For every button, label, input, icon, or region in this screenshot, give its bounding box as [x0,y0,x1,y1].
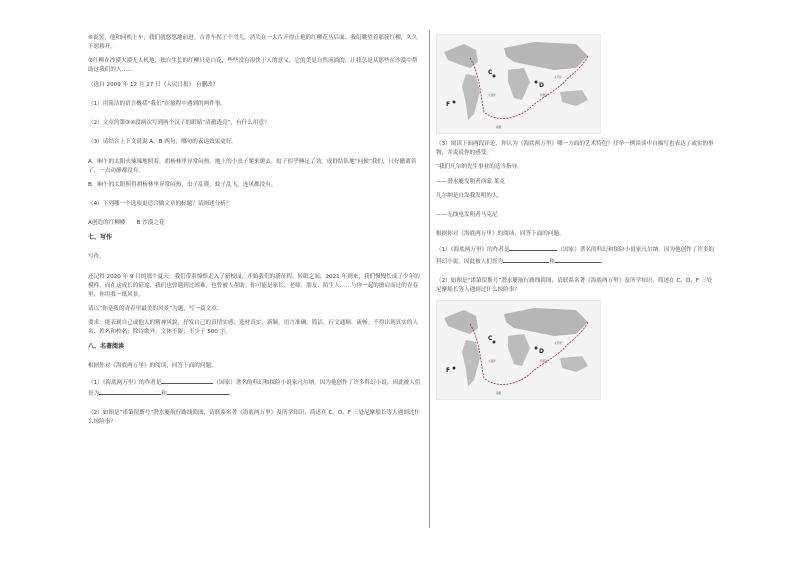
rq1-text-c: 和 [549,258,555,265]
column-divider [429,30,430,528]
map2-label-antarctic: 南极 [496,392,502,396]
right-novel-intro: 根据你对《海底两万里》的阅读，回答下面的问题。 [436,231,565,238]
question-1: （1）用简洁的语言概括“我们”在旅程中遇到的两件事。 [88,100,227,107]
question-4: （4）下列哪一个选项更适合做文章的标题？请阐述分析？ [88,201,232,208]
essay-title-instruction: 请以“你是我的青春里最美的风景”为题，写一篇文章。 [88,305,223,312]
source-note: （选自 2009 年 12 月 27 日《人民日报》 有删改） [88,81,219,88]
map2-label-pacific: 太平洋 [554,342,562,346]
review-1: “我们凡尔纳先生事业的适当指导。 [436,164,523,171]
option-b: B．晌午的太阳照得胡杨林里异常闷热，虫子乱爬，蚊子乱飞，连风都没有。 [88,181,277,188]
rq1-text-b: （国家）著名的科幻和探险小说家凡尔纳。因为他创作了许多的科幻小说。因此被人们誉为 [436,247,715,265]
voyage-map-bottom [436,300,601,400]
question-3: （3）请结合上下文说说 A、B 两句，哪句的表达效果更好。 [88,139,238,146]
review-2: 凡尔纳是自发我发明的人。 [436,192,504,199]
left-column [88,34,423,432]
q1-text-a: （1）《海底两万里》的作者是 [88,379,162,386]
section-8-heading: 八、名著阅读 [88,343,125,351]
q1-text-b: （国家）著名的科幻和探险小说家凡尔纳，因为他创作了许多科幻小说，因此被人们誉为 [88,379,421,397]
map-label-antarctic: 南极 [496,126,502,129]
right-question-3: （3）阅读下面两段评论，你认为《海底两万里》哪一方面的艺术特色？任举一例谈谈中自描写也表达了或实的事物，并说说你的感受。 [436,141,714,157]
essay-prompt: 还记得 2020 年 9 月的那个夏天，我们带着憧憬走入了新校园，开始我们的新征程。转眼之间，2021 年到来，我们慢慢长成了少年的模样。而在这成长的征途，我们也曾遇到过困难，也曾被人帮助。你可能是家长、老师、朋友、陌生人……与你一起的擦肩而过的青春里，你用我一纸风景。 [88,273,420,298]
right-novel-question-1: （1）《海底两万里》的作者是 （国家）著名的科幻和探险小说家凡尔纳。因为他创作了许多的科幻小说。因此被人们誉为 和 。 [436,244,716,266]
map2-point-c: C [488,335,493,343]
writing-label: 写作。 [88,254,105,261]
passage-para-6: ⑥说罢，他和同机上车，我们就悠悠地前进。吉普车拐了个弯儿，消失在一大片开得正艳的红柳花丛后面。我们眺望着那簇红柳，久久不愿移开。 [88,35,418,51]
novel-question-1: （1）《海底两万里》的作者是 （国家）著名的科幻和探险小说家凡尔纳，因为他创作了许多科幻小说，因此被人们誉为 和 。 [88,377,423,399]
right-answer-blank-author[interactable] [509,244,557,251]
novel-question-2: （2）如图是“诺第留斯号”潜水艇航行路线简图，请联系名著《海底两万里》及所学知识，简述在 C、D、F 三处尼摩船长等人遇到过什么惊险事？ [88,409,420,425]
right-answer-blank-title-1[interactable] [503,256,549,263]
review-1-source: ——潜水艇发明者西蒙·莱克 [436,178,505,185]
map-point-f: F [446,101,451,108]
section-7-heading: 七、写作 [88,234,113,242]
review-2-source: ——无线电发明者马克尼 [436,211,498,218]
q1-text-c: 和 [161,390,167,397]
voyage-map-top [436,34,601,134]
map-label-pacific: 太平洋 [554,76,562,79]
map-label-atlantic: 大西洋 [488,94,496,97]
map-point-c: C [488,69,493,76]
map2-label-indian: 印度洋 [540,360,548,364]
novel-intro: 根据你对《海底两万里》的阅读，回答下面的问题。 [88,363,217,370]
right-answer-blank-title-2[interactable] [555,256,601,263]
rq1-text-a: （1）《海底两万里》的作者是 [436,247,510,254]
answer-blank-title-2[interactable] [167,388,229,395]
title-options: A创造的红柳楼 B 沙漠之花 [88,220,165,227]
option-a: A．晌午的太阳火辣辣地照着，胡杨林里异常闷热，地上的小虫子爬来爬去，蚊子似乎睡足了劲，成群结队地“问候”我们，只好撤离着了，一点动静都没有。 [88,158,417,174]
map2-label-atlantic: 大西洋 [488,360,496,364]
answer-blank-title-1[interactable] [99,388,161,395]
right-column [436,34,716,406]
answer-blank-author[interactable] [161,377,213,384]
map2-point-d: D [539,348,544,356]
map2-point-f: F [446,367,451,375]
passage-para-7: ⑦红柳在沙漠大漠无人机地，独自生长的红柳只是白花，些些没有很快于人的意义。它的美是自然流淌的，让我总是从那些在沙漠中帮助过我们的人…… [88,58,418,74]
map-label-indian: 印度洋 [540,94,548,97]
right-novel-question-2: （2）如图是“诺第留斯号”潜水艇航行路线简图，请联系名著《海底两万里》及所学知识，简述在 C、D、F 三处尼摩船长等人遇到过什么惊险事？ [436,277,713,293]
question-2: （2）文章的第③④段两次写到两个汉子的眼睛“清澈透亮”，有什么用意？ [88,120,270,127]
map-point-d: D [539,82,544,89]
essay-requirements: 要求：能表现自己或他人的精神风貌，抒发自己的真情实感；选材真实、新颖，语言准确、简洁，行文通顺、流畅；不得出现真实的人名、姓名和校名；除诗歌外，文体不限；不少于 500 字。 [88,320,419,336]
